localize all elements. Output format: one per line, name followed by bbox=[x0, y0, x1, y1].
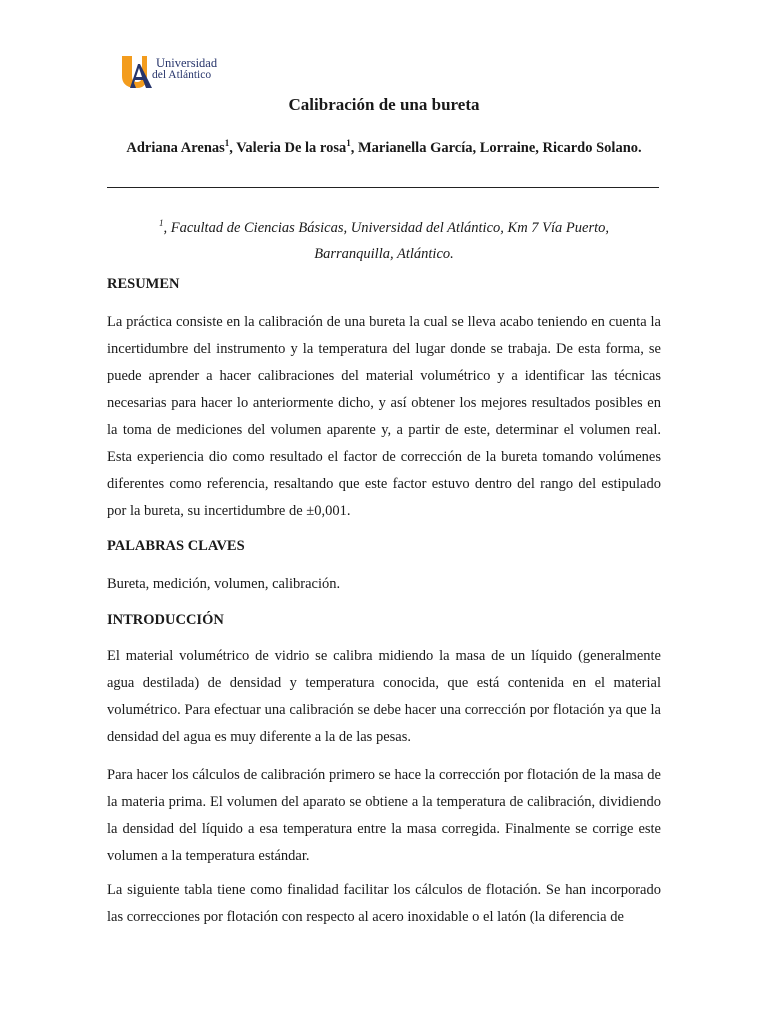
author-name: Valeria De la rosa bbox=[236, 139, 347, 156]
section-heading-resumen: RESUMEN bbox=[107, 276, 180, 292]
section-heading-keywords: PALABRAS CLAVES bbox=[107, 538, 245, 554]
affiliation bbox=[0, 210, 768, 267]
affiliation-line-1: , Facultad de Ciencias Básicas, Universidad del Atlántico, Km 7 Vía Puerto, bbox=[163, 219, 610, 236]
introduction-paragraph-2: Para hacer los cálculos de calibración primero se hace la corrección por flotación de la masa de la materia prima. El volumen del aparato se obtiene a la temperatura de calibración, dividiendo la densidad del líquido a esa temperatura entre la masa corregida. Finalmente se corrige este volumen a la temperatura estándar. bbox=[107, 767, 661, 864]
introduction-paragraph-1: El material volumétrico de vidrio se calibra midiendo la masa de un líquido (generalmente agua destilada) de densidad y temperatura conocida, que está contenida en el material volumétrico. Para efectuar una calibración se debe hacer una corrección por flotación ya que la densidad del agua es muy diferente a la de las pesas. bbox=[107, 648, 661, 745]
header-divider bbox=[107, 187, 659, 188]
affiliation-mark: 1 bbox=[158, 218, 164, 228]
author-list bbox=[0, 138, 768, 157]
author-names-rest: , Marianella García, Lorraine, Ricardo Solano. bbox=[350, 139, 642, 156]
affiliation-line-2: Barranquilla, Atlántico. bbox=[314, 245, 454, 262]
introduction-paragraph-3: La siguiente tabla tiene como finalidad facilitar los cálculos de flotación. Se han incorporado las correcciones por flotación con respecto al acero inoxidable o el latón (la diferencia de bbox=[107, 882, 661, 925]
section-heading-introduction: INTRODUCCIÓN bbox=[107, 612, 224, 628]
paper-title: Calibración de una bureta bbox=[288, 95, 480, 114]
abstract-paragraph: La práctica consiste en la calibración de una bureta la cual se lleva acabo teniendo en cuenta la incertidumbre del instrumento y la temperatura del lugar donde se trabaja. De esta forma, se puede aprender a hacer calibraciones del material volumétrico y a identificar las técnicas necesarias para hacer lo anteriormente dicho, y así obtener los mejores resultados posibles en la toma de mediciones del volumen aparente y, a partir de este, determinar el volumen real. Esta experiencia dio como resultado el factor de corrección de la bureta tomando volúmenes diferentes como referencia, resaltando que este factor estuvo dentro del rango del estipulado por la bureta, su incertidumbre de ±0,001. bbox=[107, 314, 661, 519]
university-logo-mark-icon bbox=[120, 54, 154, 90]
author-name: Adriana Arenas bbox=[126, 139, 225, 156]
author-separator: , bbox=[229, 139, 237, 156]
logo-line-1: Universidad bbox=[156, 56, 218, 70]
keywords-paragraph: Bureta, medición, volumen, calibración. bbox=[107, 576, 341, 592]
author-affiliation-mark: 1 bbox=[346, 138, 351, 148]
university-logo-text bbox=[152, 56, 218, 81]
author-affiliation-mark: 1 bbox=[224, 138, 230, 148]
logo-line-2: del Atlántico bbox=[152, 69, 212, 81]
university-logo bbox=[120, 52, 220, 92]
